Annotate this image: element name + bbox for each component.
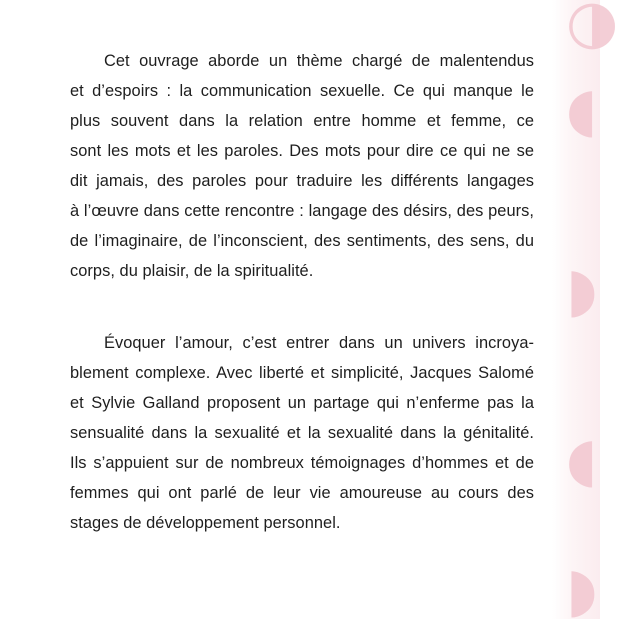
blurb-paragraph-1 — [70, 46, 534, 286]
edge-letter-fragment: ◑ — [566, 0, 618, 57]
cover-edge-decoration — [552, 0, 618, 625]
paragraph-spacer — [70, 286, 534, 328]
text-line: à l’œuvre dans cette rencontre : langage des désirs, des peurs, — [70, 202, 534, 220]
edge-letter-fragment: ◗ — [566, 255, 598, 325]
text-line: Ils s’appuient sur de nombreux témoignages d’hommes et de — [70, 454, 534, 472]
text-line: blement complexe. Avec liberté et simplicité, Jacques Salomé — [70, 364, 534, 382]
text-line: plus souvent dans la relation entre homme et femme, ce — [70, 112, 534, 130]
text-line: et Sylvie Galland proposent un partage qui n’enferme pas la — [70, 394, 534, 412]
blurb-text — [70, 46, 534, 538]
text-line: sensualité dans la sexualité et la sexualité dans la génitalité. — [70, 424, 534, 442]
text-line: Cet ouvrage aborde un thème chargé de malentendus — [104, 52, 534, 70]
text-line: corps, du plaisir, de la spiritualité. — [70, 262, 314, 280]
text-line: femmes qui ont parlé de leur vie amoureuse au cours des — [70, 484, 534, 502]
text-line: de l’imaginaire, de l’inconscient, des sentiments, des sens, du — [70, 232, 534, 250]
text-line: Évoquer l’amour, c’est entrer dans un univers incroya- — [104, 334, 534, 352]
text-line: sont les mots et les paroles. Des mots pour dire ce qui ne se — [70, 142, 534, 160]
blurb-paragraph-2 — [70, 328, 534, 538]
text-line: dit jamais, des paroles pour traduire les différents langages — [70, 172, 534, 190]
text-line: stages de développement personnel. — [70, 514, 341, 532]
edge-letter-fragment: ◖ — [566, 75, 598, 145]
text-line: et d’espoirs : la communication sexuelle. Ce qui manque le — [70, 82, 534, 100]
edge-letter-fragment: ◗ — [566, 555, 598, 625]
edge-letter-fragment: ◖ — [566, 425, 598, 495]
